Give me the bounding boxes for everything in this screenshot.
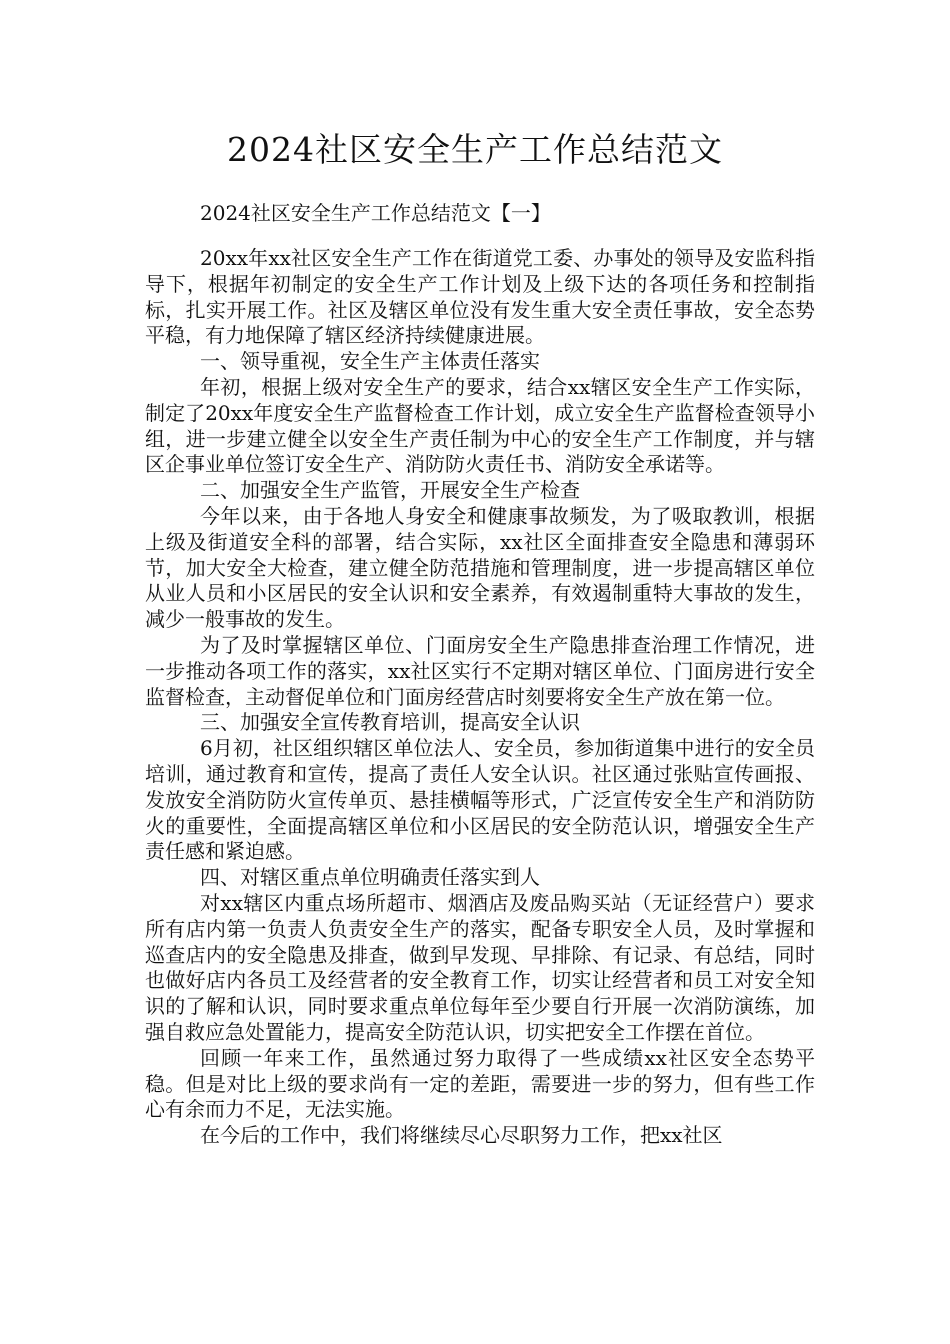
section-heading-1: 一、领导重视，安全生产主体责任落实 [200,349,540,374]
document-subtitle: 2024社区安全生产工作总结范文【一】 [200,201,551,225]
paragraph: 为了及时掌握辖区单位、门面房安全生产隐患排查治理工作情况，进一步推动各项工作的落实，xx社区实行不定期对辖区单位、门面房进行安全监督检查，主动督促单位和门面房经营店时刻要将安全生产放在第一位。 [145,632,815,709]
section-heading-4: 四、对辖区重点单位明确责任落实到人 [200,865,540,890]
paragraph: 6月初，社区组织辖区单位法人、安全员，参加街道集中进行的安全员培训，通过教育和宣传，提高了责任人安全认识。社区通过张贴宣传画报、发放安全消防防火宣传单页、悬挂横幅等形式，广泛宣传安全生产和消防防火的重要性，全面提高辖区单位和小区居民的安全防范认识，增强安全生产责任感和紧迫感。 [145,736,815,864]
document-title: 2024社区安全生产工作总结范文 [227,130,723,169]
paragraph: 回顾一年来工作，虽然通过努力取得了一些成绩xx社区安全态势平稳。但是对比上级的要求尚有一定的差距，需要进一步的努力，但有些工作心有余而力不足，无法实施。 [145,1045,815,1122]
paragraph: 今年以来，由于各地人身安全和健康事故频发，为了吸取教训，根据上级及街道安全科的部署，结合实际，xx社区全面排查安全隐患和薄弱环节，加大安全大检查，建立健全防范措施和管理制度，进一步提高辖区单位从业人员和小区居民的安全认识和安全素养，有效遏制重特大事故的发生，减少一般事故的发生。 [145,503,815,632]
paragraph: 在今后的工作中，我们将继续尽心尽职努力工作，把xx社区 [200,1123,723,1148]
document-body [145,246,815,1149]
paragraph-intro: 20xx年xx社区安全生产工作在街道党工委、办事处的领导及安监科指导下，根据年初制定的安全生产工作计划及上级下达的各项任务和控制指标，扎实开展工作。社区及辖区单位没有发生重大安全责任事故，安全态势平稳，有力地保障了辖区经济持续健康进展。 [145,246,815,348]
paragraph: 对xx辖区内重点场所超市、烟酒店及废品购买站（无证经营户）要求所有店内第一负责人负责安全生产的落实，配备专职安全人员，及时掌握和巡查店内的安全隐患及排查，做到早发现、早排除、有记录、有总结，同时也做好店内各员工及经营者的安全教育工作，切实让经营者和员工对安全知识的了解和认识，同时要求重点单位每年至少要自行开展一次消防演练，加强自救应急处置能力，提高安全防范认识，切实把安全工作摆在首位。 [145,890,815,1044]
paragraph: 年初，根据上级对安全生产的要求，结合xx辖区安全生产工作实际，制定了20xx年度安全生产监督检查工作计划，成立安全生产监督检查领导小组，进一步建立健全以安全生产责任制为中心的安全生产工作制度，并与辖区企事业单位签订安全生产、消防防火责任书、消防安全承诺等。 [145,374,815,477]
section-heading-3: 三、加强安全宣传教育培训，提高安全认识 [200,710,580,735]
section-heading-2: 二、加强安全生产监管，开展安全生产检查 [200,478,580,503]
